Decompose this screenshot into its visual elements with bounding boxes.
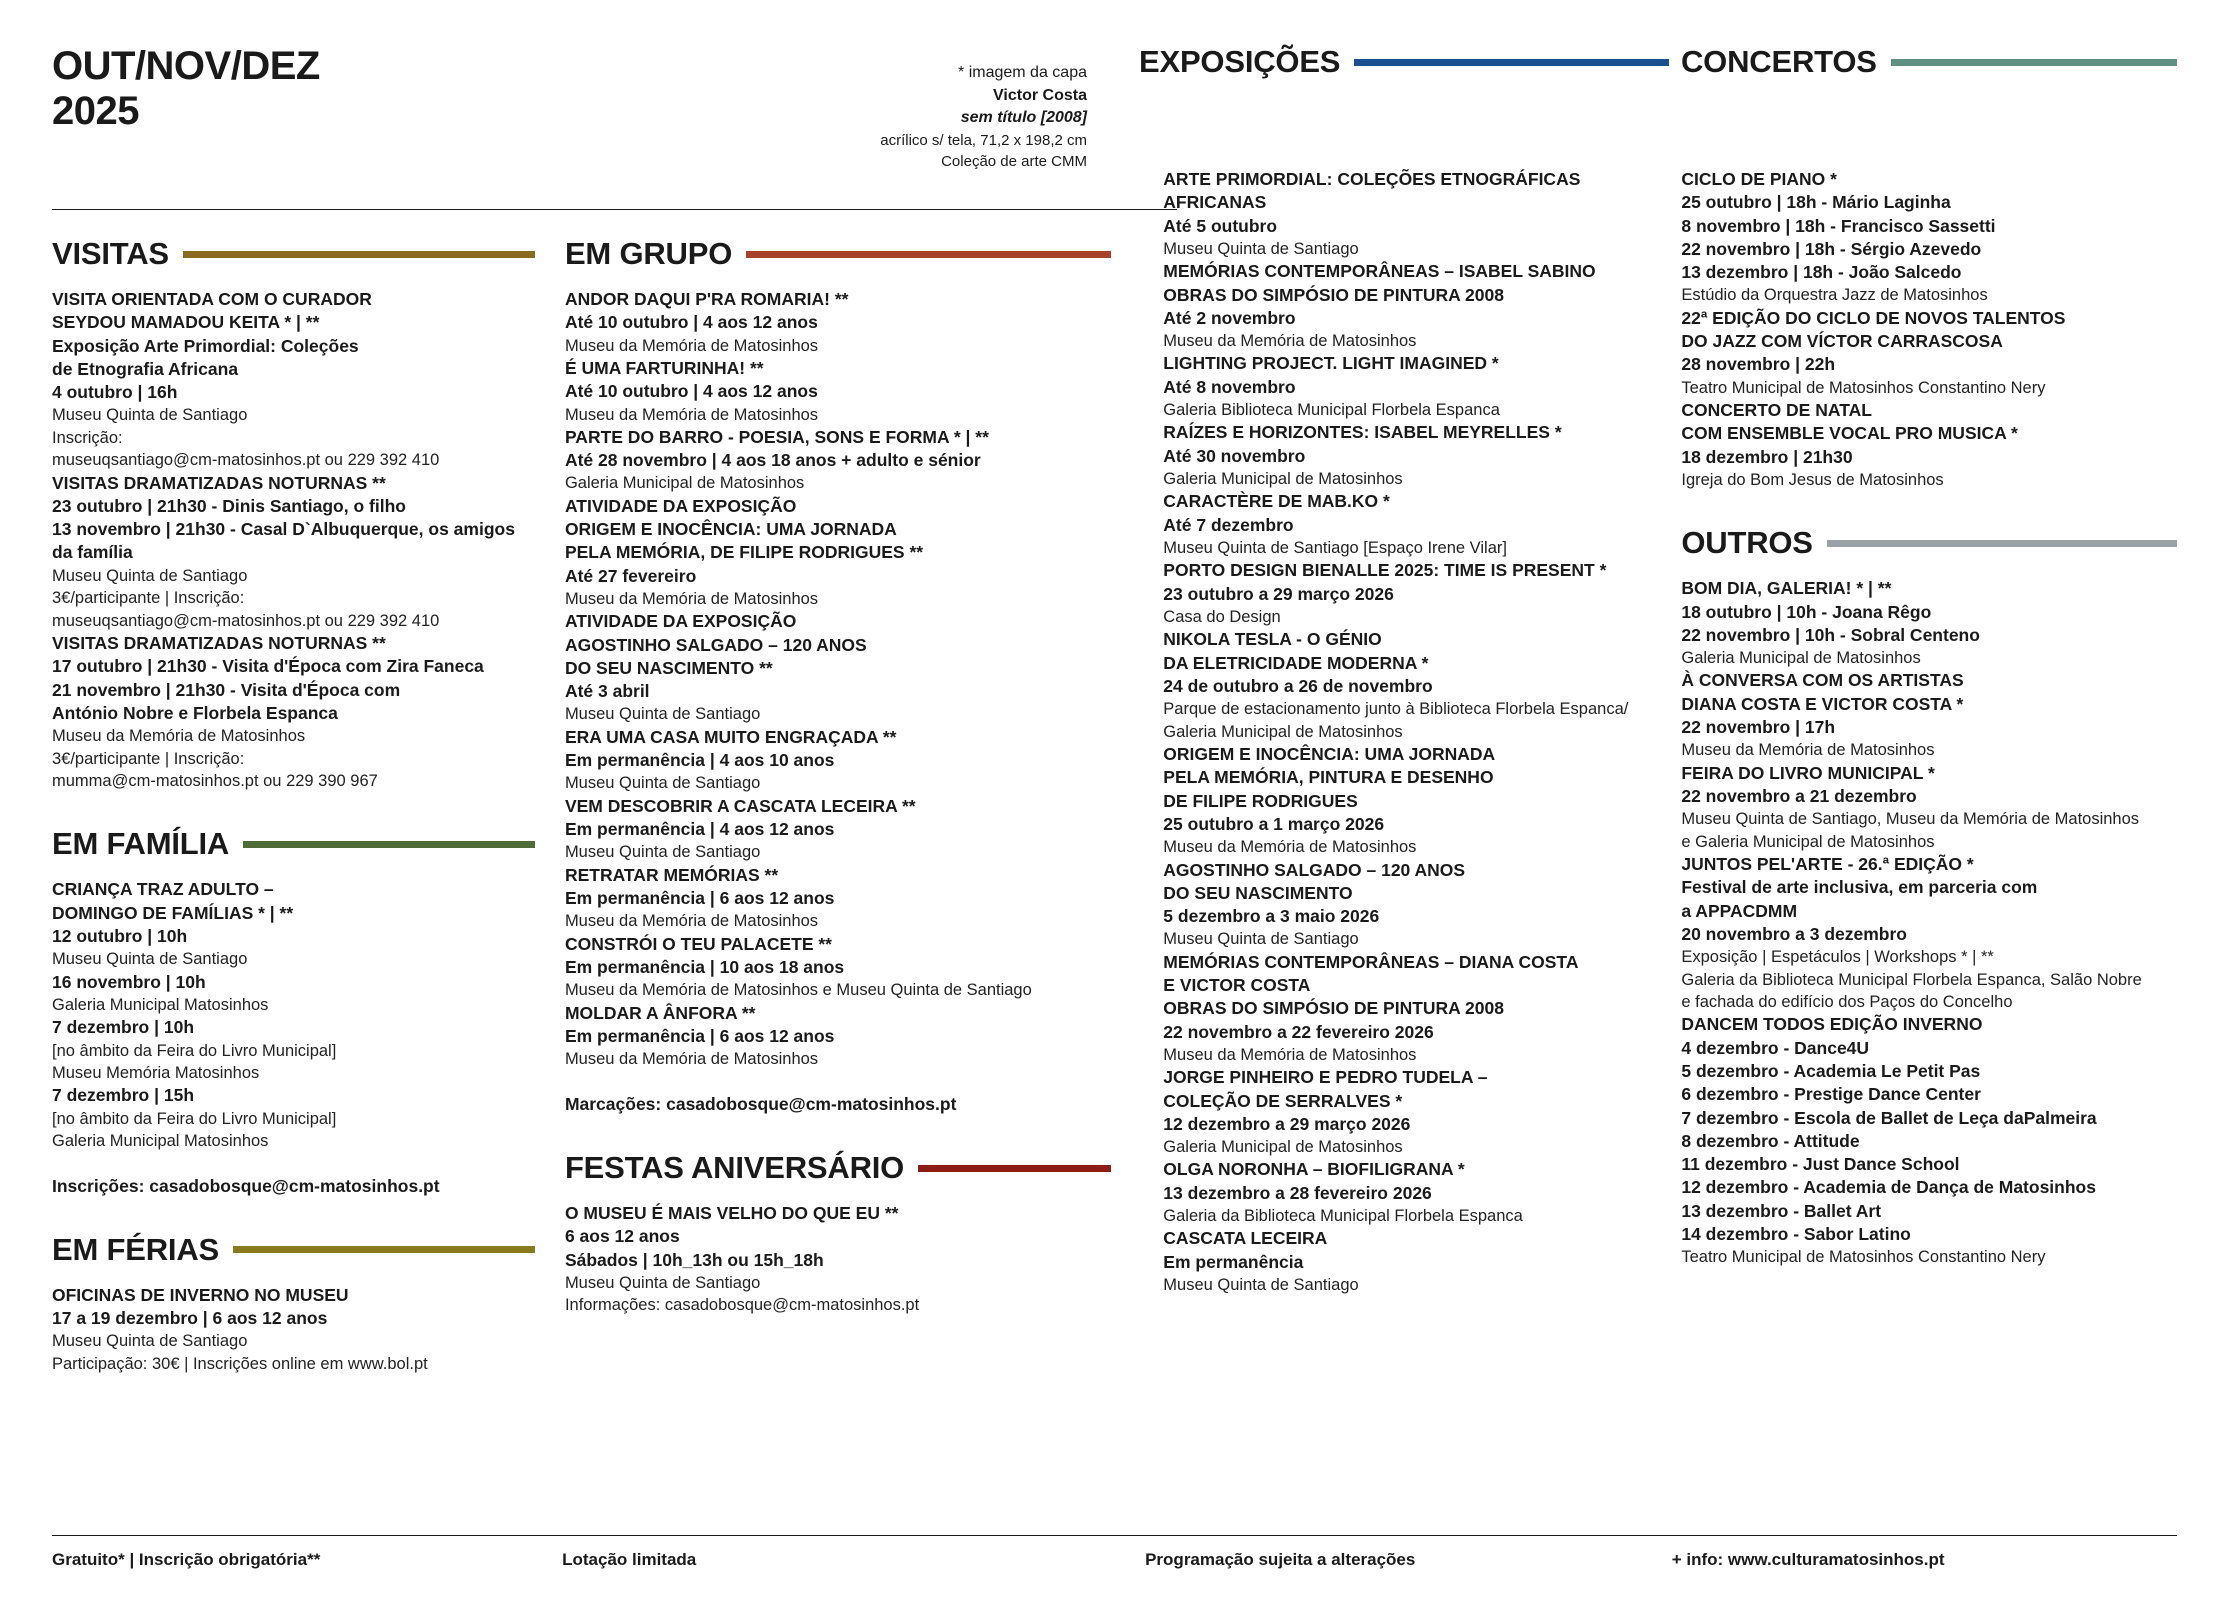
entry-title-line: Em permanência | 4 aos 12 anos xyxy=(564,819,835,840)
entry-detail-line: Galeria Municipal de Matosinhos xyxy=(1681,649,1921,668)
outros-rule xyxy=(1827,540,2177,547)
entry xyxy=(565,426,1111,495)
entry-title-line: Em permanência | 6 aos 12 anos xyxy=(564,888,835,909)
entry xyxy=(52,878,535,970)
entry-detail-line: Museu Quinta de Santiago xyxy=(1163,239,1359,258)
entry-detail-line: Museu Quinta de Santiago [Espaço Irene Vilar] xyxy=(1163,538,1507,557)
column-group xyxy=(565,68,1151,1317)
entry xyxy=(565,610,1111,726)
entry-title-line: 7 dezembro | 10h xyxy=(52,1017,195,1038)
outros-list xyxy=(1681,577,2177,1268)
entry-title-line: DOMINGO DE FAMÍLIAS * | ** xyxy=(52,902,294,923)
entry-title-line: DO JAZZ COM VÍCTOR CARRASCOSA xyxy=(1681,331,2003,352)
visitas-rule xyxy=(183,251,535,258)
entry-title-line: OBRAS DO SIMPÓSIO DE PINTURA 2008 xyxy=(1163,284,1504,305)
entry-title-line: 12 outubro | 10h xyxy=(52,925,188,946)
entry xyxy=(1163,1158,1641,1227)
entry-detail-line: Museu Quinta de Santiago xyxy=(564,705,761,724)
entry-detail-line: Museu Quinta de Santiago xyxy=(52,1332,248,1351)
entry-title-line: Até 28 novembro | 4 aos 18 anos + adulto e sénior xyxy=(564,450,981,471)
entry xyxy=(1681,399,2177,491)
entry-detail-line: Museu Quinta de Santiago xyxy=(1163,930,1359,949)
entry-title-line: CICLO DE PIANO * xyxy=(1681,169,1837,189)
entry-title-line: ANDOR DAQUI P'RA ROMARIA! ** xyxy=(564,289,849,309)
entry-detail-line: e fachada do edifício dos Paços do Concelho xyxy=(1681,993,2013,1012)
entry-detail-line: Galeria da Biblioteca Municipal Florbela Espanca xyxy=(1163,1207,1523,1226)
content-columns xyxy=(52,68,2177,1523)
entry-title-line: JUNTOS PEL'ARTE - 26.ª EDIÇÃO * xyxy=(1681,854,1974,875)
entry-detail-line: Museu Quinta de Santiago, Museu da Memória de Matosinhos xyxy=(1681,810,2140,829)
entry xyxy=(1163,559,1641,628)
entry-title-line: 11 dezembro - Just Dance School xyxy=(1681,1154,1960,1175)
entry-title-line: ATIVIDADE DA EXPOSIÇÃO xyxy=(564,495,797,516)
entry xyxy=(52,632,535,792)
entry xyxy=(1163,1227,1641,1296)
entry-detail-line: Museu da Memória de Matosinhos xyxy=(564,589,819,608)
entry-title-line: 17 a 19 dezembro | 6 aos 12 anos xyxy=(52,1308,328,1329)
entry-detail-line: Informações: casadobosque@cm-matosinhos.pt xyxy=(564,1296,920,1315)
entry xyxy=(565,726,1111,795)
entry-title-line: VISITA ORIENTADA COM O CURADOR xyxy=(52,289,372,309)
entry-detail-line: Museu da Memória de Matosinhos xyxy=(564,336,819,355)
entry-title-line: 24 de outubro a 26 de novembro xyxy=(1163,675,1433,696)
entry-detail-line: 3€/participante | Inscrição: xyxy=(52,749,245,768)
outros-title: OUTROS xyxy=(1681,525,1813,561)
entry-title-line: 5 dezembro - Academia Le Petit Pas xyxy=(1681,1061,1981,1082)
em-ferias-list xyxy=(52,1284,535,1375)
entry-detail-line: Museu Quinta de Santiago xyxy=(564,843,761,862)
entry-detail-line: Galeria Municipal de Matosinhos xyxy=(1163,1138,1403,1157)
entry-title-line: 4 outubro | 16h xyxy=(52,382,178,403)
entry-title-line: CARACTÈRE DE MAB.KO * xyxy=(1163,491,1390,512)
entry-detail-line: museuqsantiago@cm-matosinhos.pt ou 229 392 410 xyxy=(52,451,440,470)
cover-label: * imagem da capa xyxy=(958,64,1087,81)
entry-title-line: 13 dezembro - Ballet Art xyxy=(1681,1200,1882,1221)
entry-detail-line: Galeria Biblioteca Municipal Florbela Espanca xyxy=(1163,401,1500,419)
entry-title-line: 20 novembro a 3 dezembro xyxy=(1681,923,1907,944)
entry-title-line: COM ENSEMBLE VOCAL PRO MUSICA * xyxy=(1681,423,2018,444)
entry xyxy=(1163,352,1641,421)
entry-title-line: 7 dezembro | 15h xyxy=(52,1085,195,1106)
entry-title-line: 13 dezembro a 28 fevereiro 2026 xyxy=(1163,1182,1432,1203)
entry xyxy=(565,357,1111,426)
footer-note-info: + info: www.culturamatosinhos.pt xyxy=(1671,1550,1945,1569)
entry-title-line: ORIGEM E INOCÊNCIA: UMA JORNADA xyxy=(1163,744,1496,765)
exposicoes-rule xyxy=(1354,59,1669,66)
entry-title-line: 16 novembro | 10h xyxy=(52,971,206,992)
entry-detail-line: Museu da Memória de Matosinhos xyxy=(564,405,819,424)
title-line-1: OUT/NOV/DEZ xyxy=(52,44,320,88)
entry xyxy=(1681,307,2177,399)
concertos-list xyxy=(1681,168,2177,491)
entry xyxy=(1681,762,2177,853)
em-familia-title: EM FAMÍLIA xyxy=(52,826,230,862)
entry xyxy=(565,933,1111,1002)
entry-title-line: Até 30 novembro xyxy=(1163,445,1306,466)
entry-title-line: DA ELETRICIDADE MODERNA * xyxy=(1163,652,1429,673)
festas-list xyxy=(565,1202,1111,1317)
em-grupo-footer: Marcações: casadobosque@cm-matosinhos.pt xyxy=(564,1093,957,1114)
entry-detail-line: Museu Memória Matosinhos xyxy=(52,1064,260,1083)
em-ferias-title: EM FÉRIAS xyxy=(52,1231,219,1267)
entry xyxy=(565,495,1111,611)
entry-title-line: Até 2 novembro xyxy=(1163,307,1296,328)
visitas-title: VISITAS xyxy=(52,236,169,271)
entry-title-line: LIGHTING PROJECT. LIGHT IMAGINED * xyxy=(1163,353,1499,374)
entry-title-line: 7 dezembro - Escola de Ballet de Leça daPalmeira xyxy=(1681,1107,2097,1128)
footer-note-programacao: Programação sujeita a alterações xyxy=(1145,1550,1416,1569)
entry-detail-line: Museu Quinta de Santiago xyxy=(52,566,248,585)
entry-detail-line: Igreja do Bom Jesus de Matosinhos xyxy=(1681,470,1944,489)
exposicoes-title: EXPOSIÇÕES xyxy=(1139,44,1341,79)
em-grupo-title: EM GRUPO xyxy=(564,236,733,271)
entry-detail-line: Parque de estacionamento junto à Biblioteca Florbela Espanca/ xyxy=(1163,700,1629,719)
festas-title: FESTAS ANIVERSÁRIO xyxy=(564,1150,905,1186)
entry-detail-line: Museu da Memória de Matosinhos xyxy=(564,912,819,931)
entry xyxy=(1163,490,1641,559)
section-heading-em-familia xyxy=(52,826,535,862)
entry-title-line: DO SEU NASCIMENTO ** xyxy=(564,657,773,678)
entry-detail-line: Galeria Municipal de Matosinhos xyxy=(564,474,805,493)
entry xyxy=(565,795,1111,864)
entry-detail-line: Exposição | Espetáculos | Workshops * | ** xyxy=(1681,948,1994,967)
entry-title-line: 22 novembro a 22 fevereiro 2026 xyxy=(1163,1021,1434,1042)
entry-title-line: CONCERTO DE NATAL xyxy=(1681,400,1872,420)
entry-detail-line: Galeria Municipal Matosinhos xyxy=(52,995,269,1014)
entry-title-line: CASCATA LECEIRA xyxy=(1163,1228,1328,1249)
entry-title-line: AGOSTINHO SALGADO – 120 ANOS xyxy=(1163,859,1466,880)
cover-work-title: sem título [2008] xyxy=(960,109,1087,127)
entry-title-line: 21 novembro | 21h30 - Visita d'Época com xyxy=(52,679,401,700)
entry-detail-line: Museu Quinta de Santiago xyxy=(52,950,248,969)
entry-title-line: 8 novembro | 18h - Francisco Sassetti xyxy=(1681,215,1996,236)
entry-title-line: ARTE PRIMORDIAL: COLEÇÕES ETNOGRÁFICAS xyxy=(1163,169,1581,189)
entry xyxy=(52,1084,535,1152)
entry xyxy=(1163,421,1641,490)
entry-title-line: PARTE DO BARRO - POESIA, SONS E FORMA * | ** xyxy=(564,426,989,447)
entry xyxy=(1163,260,1641,352)
entry-detail-line: e Galeria Municipal de Matosinhos xyxy=(1681,832,1935,851)
em-grupo-rule xyxy=(746,251,1111,258)
entry-title-line: 22ª EDIÇÃO DO CICLO DE NOVOS TALENTOS xyxy=(1681,307,2066,328)
entry-title-line: VISITAS DRAMATIZADAS NOTURNAS ** xyxy=(52,633,386,654)
entry xyxy=(565,288,1111,357)
entry-title-line: VISITAS DRAMATIZADAS NOTURNAS ** xyxy=(52,472,386,493)
entry xyxy=(52,472,535,632)
column-concertos xyxy=(1669,68,2177,1269)
entry-title-line: 18 dezembro | 21h30 xyxy=(1681,446,1853,467)
festas-rule xyxy=(918,1165,1111,1172)
entry-title-line: O MUSEU É MAIS VELHO DO QUE EU ** xyxy=(564,1203,899,1224)
entry-title-line: ERA UMA CASA MUITO ENGRAÇADA ** xyxy=(564,726,897,747)
entry-title-line: DO SEU NASCIMENTO xyxy=(1163,882,1353,903)
entry xyxy=(1163,859,1641,951)
entry-title-line: 4 dezembro - Dance4U xyxy=(1681,1037,1870,1058)
section-heading-festas xyxy=(565,1150,1111,1186)
entry-title-line: 25 outubro a 1 março 2026 xyxy=(1163,813,1385,834)
entry-title-line: a APPACDMM xyxy=(1681,900,1798,921)
entry-title-line: ATIVIDADE DA EXPOSIÇÃO xyxy=(564,611,797,632)
entry-title-line: DE FILIPE RODRIGUES xyxy=(1163,790,1358,811)
entry-title-line: CONSTRÓI O TEU PALACETE ** xyxy=(564,933,832,954)
entry-title-line: VEM DESCOBRIR A CASCATA LECEIRA ** xyxy=(564,795,916,816)
concertos-title: CONCERTOS xyxy=(1681,44,1877,79)
entry-title-line: Em permanência | 4 aos 10 anos xyxy=(564,750,835,771)
entry-detail-line: Galeria Municipal de Matosinhos xyxy=(1163,469,1403,488)
entry xyxy=(1681,1013,2177,1268)
entry-title-line: OBRAS DO SIMPÓSIO DE PINTURA 2008 xyxy=(1163,998,1504,1019)
entry-title-line: CRIANÇA TRAZ ADULTO – xyxy=(52,879,274,900)
entry-detail-line: mumma@cm-matosinhos.pt ou 229 390 967 xyxy=(52,771,378,790)
entry xyxy=(1681,669,2177,761)
em-familia-list xyxy=(52,878,535,1152)
section-heading-em-grupo xyxy=(565,236,1111,272)
entry-detail-line: Galeria da Biblioteca Municipal Florbela Espanca, Salão Nobre xyxy=(1681,970,2142,989)
entry-title-line: Até 8 novembro xyxy=(1163,376,1296,397)
title-line-2: 2025 xyxy=(52,88,139,133)
entry-title-line: AGOSTINHO SALGADO – 120 ANOS xyxy=(564,634,867,655)
entry-title-line: 22 novembro | 17h xyxy=(1681,717,1836,737)
entry xyxy=(1163,951,1641,1067)
entry-detail-line: Estúdio da Orquestra Jazz de Matosinhos xyxy=(1681,286,1988,305)
entry-detail-line: 3€/participante | Inscrição: xyxy=(52,589,245,608)
entry-title-line: RAÍZES E HORIZONTES: ISABEL MEYRELLES * xyxy=(1163,422,1562,443)
em-grupo-list xyxy=(565,288,1111,1071)
entry-detail-line: Museu da Memória de Matosinhos xyxy=(1681,741,1935,760)
entry-title-line: 22 novembro | 10h - Sobral Centeno xyxy=(1681,624,1980,645)
section-heading-outros xyxy=(1681,525,2177,561)
entry-title-line: É UMA FARTURINHA! ** xyxy=(564,357,764,378)
entry xyxy=(1681,168,2177,307)
entry-title-line: AFRICANAS xyxy=(1163,192,1267,213)
entry-title-line: Exposição Arte Primordial: Coleções xyxy=(52,335,359,356)
entry-title-line: Em permanência | 6 aos 12 anos xyxy=(564,1026,835,1047)
entry xyxy=(1681,577,2177,669)
entry-title-line: 13 novembro | 21h30 - Casal D`Albuquerque, os amigos xyxy=(52,519,515,540)
column-left xyxy=(52,68,565,1375)
entry xyxy=(1163,168,1641,260)
entry-title-line: E VICTOR COSTA xyxy=(1163,975,1311,996)
entry-title-line: Em permanência | 10 aos 18 anos xyxy=(564,957,845,978)
entry-title-line: 22 novembro a 21 dezembro xyxy=(1681,785,1917,806)
entry-title-line: 23 outubro | 21h30 - Dinis Santiago, o filho xyxy=(52,495,406,516)
entry-title-line: Festival de arte inclusiva, em parceria com xyxy=(1681,877,2038,898)
entry-title-line: 8 dezembro - Attitude xyxy=(1681,1130,1860,1151)
entry-title-line: COLEÇÃO DE SERRALVES * xyxy=(1163,1090,1403,1111)
entry-detail-line: Museu da Memória de Matosinhos xyxy=(564,1050,819,1069)
entry-detail-line: Museu da Memória de Matosinhos xyxy=(1163,332,1417,351)
entry-detail-line: Teatro Municipal de Matosinhos Constantino Nery xyxy=(1681,378,2046,397)
cover-artist: Victor Costa xyxy=(993,86,1087,104)
entry-title-line: Até 27 fevereiro xyxy=(564,565,697,586)
entry-title-line: DANCEM TODOS EDIÇÃO INVERNO xyxy=(1681,1014,1983,1035)
entry-title-line: 28 novembro | 22h xyxy=(1681,354,1836,375)
entry xyxy=(1163,1066,1641,1158)
entry-title-line: Sábados | 10h_13h ou 15h_18h xyxy=(564,1249,824,1270)
entry-title-line: 23 outubro a 29 março 2026 xyxy=(1163,583,1394,604)
entry-detail-line: Museu da Memória de Matosinhos xyxy=(52,727,306,746)
exposicoes-list xyxy=(1163,168,1641,1296)
entry-title-line: 12 dezembro - Academia de Dança de Matosinhos xyxy=(1681,1177,2096,1198)
em-familia-rule xyxy=(243,841,535,848)
entry-title-line: NIKOLA TESLA - O GÉNIO xyxy=(1163,629,1382,650)
entry-title-line: 5 dezembro a 3 maio 2026 xyxy=(1163,906,1380,927)
entry-detail-line: Museu da Memória de Matosinhos xyxy=(1163,1045,1417,1064)
entry-detail-line: Museu Quinta de Santiago xyxy=(52,406,248,425)
entry-title-line: À CONVERSA COM OS ARTISTAS xyxy=(1681,670,1964,691)
entry-detail-line: Museu Quinta de Santiago xyxy=(564,774,761,793)
footer-note-gratuito: Gratuito* | Inscrição obrigatória** xyxy=(52,1550,321,1569)
cover-collection: Coleção de arte CMM xyxy=(941,153,1087,171)
entry-title-line: 17 outubro | 21h30 - Visita d'Época com Zira Faneca xyxy=(52,656,484,677)
entry-detail-line: Teatro Municipal de Matosinhos Constantino Nery xyxy=(1681,1248,2046,1267)
column-exposicoes xyxy=(1151,68,1669,1296)
entry-title-line: PORTO DESIGN BIENALLE 2025: TIME IS PRESENT * xyxy=(1163,560,1607,581)
entry-title-line: JORGE PINHEIRO E PEDRO TUDELA – xyxy=(1163,1067,1488,1088)
entry-detail-line: Museu Quinta de Santiago xyxy=(564,1273,761,1292)
entry-detail-line: Casa do Design xyxy=(1163,607,1281,626)
entry-detail-line: Inscrição: xyxy=(52,428,123,447)
entry-detail-line: museuqsantiago@cm-matosinhos.pt ou 229 392 410 xyxy=(52,611,440,630)
entry-title-line: MEMÓRIAS CONTEMPORÂNEAS – ISABEL SABINO xyxy=(1163,261,1596,282)
entry xyxy=(52,1016,535,1084)
entry xyxy=(52,1284,535,1375)
entry-detail-line: Museu Quinta de Santiago xyxy=(1163,1275,1359,1294)
entry-title-line: PELA MEMÓRIA, DE FILIPE RODRIGUES ** xyxy=(564,542,924,563)
entry-detail-line: Museu da Memória de Matosinhos xyxy=(1163,838,1417,857)
footer-note-lotacao: Lotação limitada xyxy=(562,1550,697,1569)
entry-title-line: Até 7 dezembro xyxy=(1163,514,1294,535)
entry-title-line: BOM DIA, GALERIA! * | ** xyxy=(1681,578,1892,599)
entry xyxy=(565,1002,1111,1071)
entry-title-line: 6 dezembro - Prestige Dance Center xyxy=(1681,1084,1981,1105)
entry-title-line: SEYDOU MAMADOU KEITA * | ** xyxy=(52,312,320,333)
entry-title-line: 13 dezembro | 18h - João Salcedo xyxy=(1681,262,1962,283)
visitas-list xyxy=(52,288,535,792)
entry-detail-line: Galeria Municipal Matosinhos xyxy=(52,1132,269,1151)
em-familia-footer: Inscrições: casadobosque@cm-matosinhos.pt xyxy=(52,1175,440,1196)
entry-detail-line: [no âmbito da Feira do Livro Municipal] xyxy=(52,1109,337,1128)
entry-title-line: Até 10 outubro | 4 aos 12 anos xyxy=(564,312,818,333)
entry xyxy=(1163,628,1641,743)
entry-title-line: DIANA COSTA E VICTOR COSTA * xyxy=(1681,693,1964,714)
entry-title-line: 25 outubro | 18h - Mário Laginha xyxy=(1681,192,1951,213)
entry-title-line: 6 aos 12 anos xyxy=(564,1226,680,1247)
entry-title-line: 12 dezembro a 29 março 2026 xyxy=(1163,1113,1411,1134)
entry-detail-line: [no âmbito da Feira do Livro Municipal] xyxy=(52,1041,337,1060)
entry xyxy=(565,864,1111,933)
concertos-rule xyxy=(1891,59,2177,66)
entry-title-line: MEMÓRIAS CONTEMPORÂNEAS – DIANA COSTA xyxy=(1163,951,1579,972)
entry-title-line: da família xyxy=(52,542,133,563)
entry-title-line: António Nobre e Florbela Espanca xyxy=(52,702,338,723)
entry-title-line: de Etnografia Africana xyxy=(52,358,239,379)
entry-title-line: OFICINAS DE INVERNO NO MUSEU xyxy=(52,1284,349,1305)
entry xyxy=(1681,853,2177,1013)
entry-title-line: FEIRA DO LIVRO MUNICIPAL * xyxy=(1681,762,1935,783)
section-heading-visitas xyxy=(52,236,535,272)
entry xyxy=(565,1202,1111,1317)
entry-detail-line: Museu da Memória de Matosinhos e Museu Quinta de Santiago xyxy=(564,981,1032,1000)
entry-title-line: MOLDAR A ÂNFORA ** xyxy=(564,1002,756,1023)
entry-title-line: Em permanência xyxy=(1163,1251,1304,1272)
entry-title-line: Até 5 outubro xyxy=(1163,215,1278,236)
entry xyxy=(52,288,535,472)
page-footer xyxy=(52,1535,2177,1570)
entry xyxy=(1163,743,1641,859)
entry-title-line: Até 10 outubro | 4 aos 12 anos xyxy=(564,381,818,402)
entry-detail-line: Galeria Municipal de Matosinhos xyxy=(1163,722,1403,741)
entry-title-line: ORIGEM E INOCÊNCIA: UMA JORNADA xyxy=(564,519,897,540)
entry-title-line: RETRATAR MEMÓRIAS ** xyxy=(564,864,779,885)
entry xyxy=(52,971,535,1017)
entry-title-line: PELA MEMÓRIA, PINTURA E DESENHO xyxy=(1163,767,1494,788)
cover-medium: acrílico s/ tela, 71,2 x 198,2 cm xyxy=(880,132,1087,150)
entry-title-line: OLGA NORONHA – BIOFILIGRANA * xyxy=(1163,1159,1465,1180)
em-ferias-rule xyxy=(233,1246,535,1253)
entry-title-line: 14 dezembro - Sabor Latino xyxy=(1681,1223,1911,1244)
entry-detail-line: Participação: 30€ | Inscrições online em www.bol.pt xyxy=(52,1354,428,1373)
entry-title-line: 18 outubro | 10h - Joana Rêgo xyxy=(1681,601,1932,622)
section-heading-em-ferias xyxy=(52,1232,535,1268)
entry-title-line: 22 novembro | 18h - Sérgio Azevedo xyxy=(1681,238,1982,259)
entry-title-line: Até 3 abril xyxy=(564,681,650,702)
